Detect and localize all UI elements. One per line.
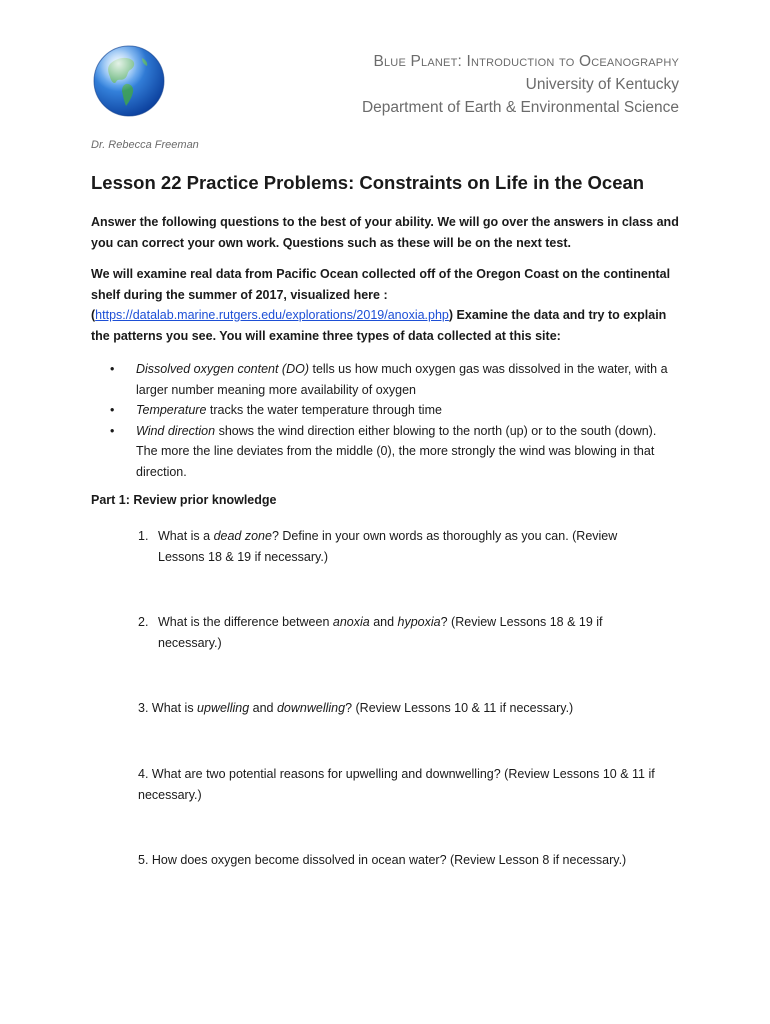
bullet-term: Wind direction: [136, 423, 216, 438]
question-term: anoxia: [332, 615, 370, 629]
department-name: Department of Earth & Environmental Science: [361, 99, 679, 116]
page-title: Lesson 22 Practice Problems: Constraints on Life in the Ocean: [91, 172, 645, 193]
question-text: and: [369, 615, 398, 629]
list-item: [110, 400, 670, 421]
data-types-list: [110, 359, 670, 482]
bullet-text: tracks the water temperature through time: [206, 403, 442, 417]
question-2: [138, 612, 658, 653]
list-item: [110, 359, 670, 400]
bullet-icon: •: [110, 403, 115, 417]
university-name: University of Kentucky: [525, 76, 679, 93]
data-paragraph: [91, 264, 681, 346]
question-text: What is a: [158, 529, 214, 543]
bullet-icon: •: [110, 423, 115, 438]
question-text: 3. What is: [138, 701, 198, 715]
question-1: [138, 526, 658, 567]
intro-paragraph: Answer the following questions to the best of your ability. We will go over the answers in class and you can correct your own work. Questions such as these will be on the next test.: [91, 215, 679, 250]
question-number: 1.: [138, 529, 149, 543]
course-title: Blue Planet: Introduction to Oceanography: [373, 53, 679, 70]
question-term: dead zone: [213, 529, 272, 543]
anoxia-data-link[interactable]: https://datalab.marine.rutgers.edu/explorations/2019/anoxia.php: [95, 308, 449, 322]
bullet-icon: •: [110, 362, 115, 376]
question-4: 4. What are two potential reasons for upwelling and downwelling? (Review Lessons 10 & 11 if necessary.): [138, 767, 655, 802]
question-text: ? (Review Lessons 10 & 11 if necessary.): [345, 701, 574, 715]
part1-heading: Part 1: Review prior knowledge: [91, 493, 277, 507]
course-header: [362, 50, 679, 119]
list-item: [110, 421, 670, 483]
question-term: downwelling: [276, 701, 346, 715]
data-paragraph-text: We will examine real data from Pacific Ocean collected off of the Oregon Coast on the continental shelf during the summer of 2017, visualized here : (: [91, 267, 671, 322]
question-term: hypoxia: [397, 615, 441, 629]
bullet-text: shows the wind direction either blowing to the north (up) or to the south (down). The more the line deviates from the middle (0), the more strongly the wind was blowing in that direction.: [136, 423, 657, 479]
bullet-term: Temperature: [136, 403, 207, 417]
globe-icon: [92, 44, 166, 118]
data-paragraph-text-after: ) Examine the data and try to explain the patterns you see. You will examine three types of data collected at this site:: [91, 308, 667, 343]
question-3: [138, 698, 698, 719]
question-text: and: [249, 701, 277, 715]
bullet-term: Dissolved oxygen content (DO): [136, 362, 309, 376]
question-5: 5. How does oxygen become dissolved in ocean water? (Review Lesson 8 if necessary.): [138, 853, 627, 867]
question-term: upwelling: [197, 701, 250, 715]
question-text: What is the difference between: [158, 615, 333, 629]
question-text: ? Define in your own words as thoroughly as you can. (Review Lessons 18 & 19 if necessary.): [158, 529, 618, 564]
author-name: Dr. Rebecca Freeman: [91, 139, 199, 151]
bullet-text: tells us how much oxygen gas was dissolved in the water, with a larger number meaning more availability of oxygen: [136, 362, 668, 397]
question-text: ? (Review Lessons 18 & 19 if necessary.): [158, 615, 603, 650]
question-number: 2.: [138, 615, 149, 629]
